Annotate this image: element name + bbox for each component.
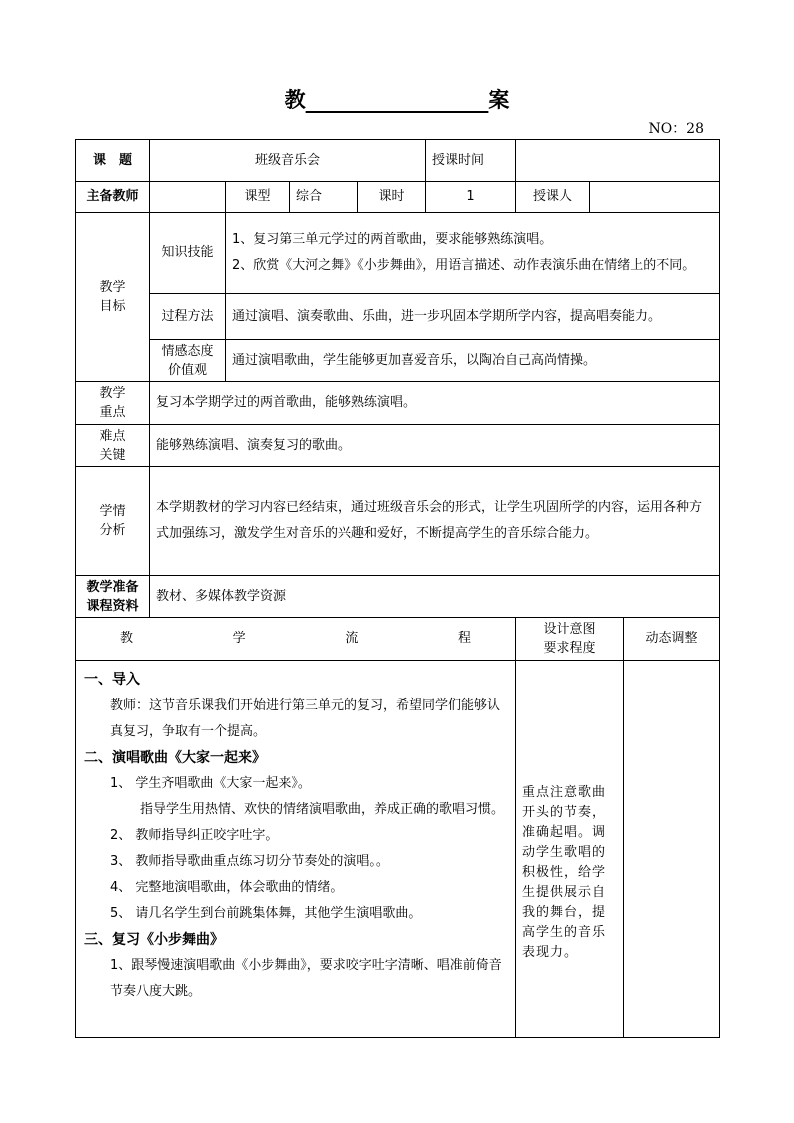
flow-content xyxy=(76,661,516,1038)
row-flow-body xyxy=(76,661,720,1038)
row-key-point xyxy=(76,382,720,425)
emotion-label: 情感态度价值观 xyxy=(150,340,226,382)
flow-header-char-4: 程 xyxy=(457,631,471,646)
section-intro-title: 一、导入 xyxy=(84,672,140,688)
prep-label: 教学准备课程资料 xyxy=(76,576,150,618)
prep-text: 教材、多媒体教学资源 xyxy=(150,576,720,618)
row-course xyxy=(76,140,720,182)
section-song-title: 二、演唱歌曲《大家一起来》 xyxy=(84,750,266,766)
process-text: 通过演唱、演奏歌曲、乐曲，进一步巩固本学期所学内容，提高唱奏能力。 xyxy=(226,294,720,340)
hours-value: 1 xyxy=(426,182,516,213)
knowledge-text: 1、复习第三单元学过的两首歌曲，要求能够熟练演唱。 2、欣赏《大河之舞》《小步舞曲》，用语言描述、动作表演乐曲在情绪上的不同。 xyxy=(226,213,720,294)
document-number: NO：28 xyxy=(648,121,704,137)
goals-label: 教学目标 xyxy=(76,213,150,382)
flow-header-char-2: 学 xyxy=(232,631,246,646)
time-value xyxy=(516,140,720,182)
emotion-text: 通过演唱歌曲，学生能够更加喜爱音乐，以陶冶自己高尚情操。 xyxy=(226,340,720,382)
type-value: 综合 xyxy=(290,182,358,213)
section-intro-text: 教师：这节音乐课我们开始进行第三单元的复习，希望同学们能够认真复习，争取有一个提高。 xyxy=(110,698,501,739)
song-step-4: 4、 完整地演唱歌曲，体会歌曲的情绪。 xyxy=(110,880,344,895)
adjust-cell xyxy=(624,661,720,1038)
row-goal-emotion xyxy=(76,340,720,382)
teacher-value xyxy=(150,182,226,213)
key-point-text: 复习本学期学过的两首歌曲，能够熟练演唱。 xyxy=(150,382,720,425)
analysis-label: 学情分析 xyxy=(76,467,150,576)
row-goal-knowledge xyxy=(76,213,720,294)
difficulty-label: 难点关键 xyxy=(76,425,150,467)
row-prep xyxy=(76,576,720,618)
adjust-header: 动态调整 xyxy=(624,618,720,661)
title-char-right: 案 xyxy=(488,87,510,112)
row-goal-process xyxy=(76,294,720,340)
lesson-plan-table xyxy=(75,139,720,1038)
song-step-5: 5、 请几名学生到台前跳集体舞，其他学生演唱歌曲。 xyxy=(110,906,422,921)
row-teacher xyxy=(76,182,720,213)
flow-header-char-3: 流 xyxy=(345,631,359,646)
row-analysis xyxy=(76,467,720,576)
course-value: 班级音乐会 xyxy=(150,140,426,182)
document-title xyxy=(0,84,794,114)
song-step-3: 3、 教师指导歌曲重点练习切分节奏处的演唱。。 xyxy=(110,854,389,869)
key-point-label: 教学重点 xyxy=(76,382,150,425)
hours-label: 课时 xyxy=(358,182,426,213)
process-label: 过程方法 xyxy=(150,294,226,340)
flow-header-char-1: 教 xyxy=(120,631,134,646)
row-flow-header xyxy=(76,618,720,661)
type-label: 课型 xyxy=(226,182,290,213)
design-header: 设计意图要求程度 xyxy=(516,618,624,661)
song-step-2: 2、 教师指导纠正咬字吐字。 xyxy=(110,828,279,843)
time-label: 授课时间 xyxy=(426,140,516,182)
song-step-1: 1、 学生齐唱歌曲《大家一起来》。 xyxy=(110,776,311,791)
analysis-text: 本学期教材的学习内容已经结束，通过班级音乐会的形式，让学生巩固所学的内容，运用各种方式加强练习，激发学生对音乐的兴趣和爱好，不断提高学生的音乐综合能力。 xyxy=(150,467,720,576)
design-intent: 重点注意歌曲开头的节奏，准确起唱。调动学生歌唱的积极性，给学生提供展示自我的舞台，提高学生的音乐表现力。 xyxy=(516,661,624,1038)
minuet-step-1: 1、跟琴慢速演唱歌曲《小步舞曲》，要求咬字吐字清晰、唱准前倚音节奏八度大跳。 xyxy=(110,958,502,999)
teacher-label: 主备教师 xyxy=(76,182,150,213)
song-step-1-detail: 指导学生用热情、欢快的情绪演唱歌曲，养成正确的歌唱习惯。 xyxy=(140,802,505,817)
course-label: 课 题 xyxy=(76,140,150,182)
lecturer-value xyxy=(590,182,720,213)
section-minuet-title: 三、复习《小步舞曲》 xyxy=(84,932,224,948)
lecturer-label: 授课人 xyxy=(516,182,590,213)
row-difficulty xyxy=(76,425,720,467)
knowledge-label: 知识技能 xyxy=(150,213,226,294)
flow-header xyxy=(76,618,516,661)
difficulty-text: 能够熟练演唱、演奏复习的歌曲。 xyxy=(150,425,720,467)
title-char-left: 教 xyxy=(284,87,306,112)
title-underline xyxy=(306,87,489,112)
